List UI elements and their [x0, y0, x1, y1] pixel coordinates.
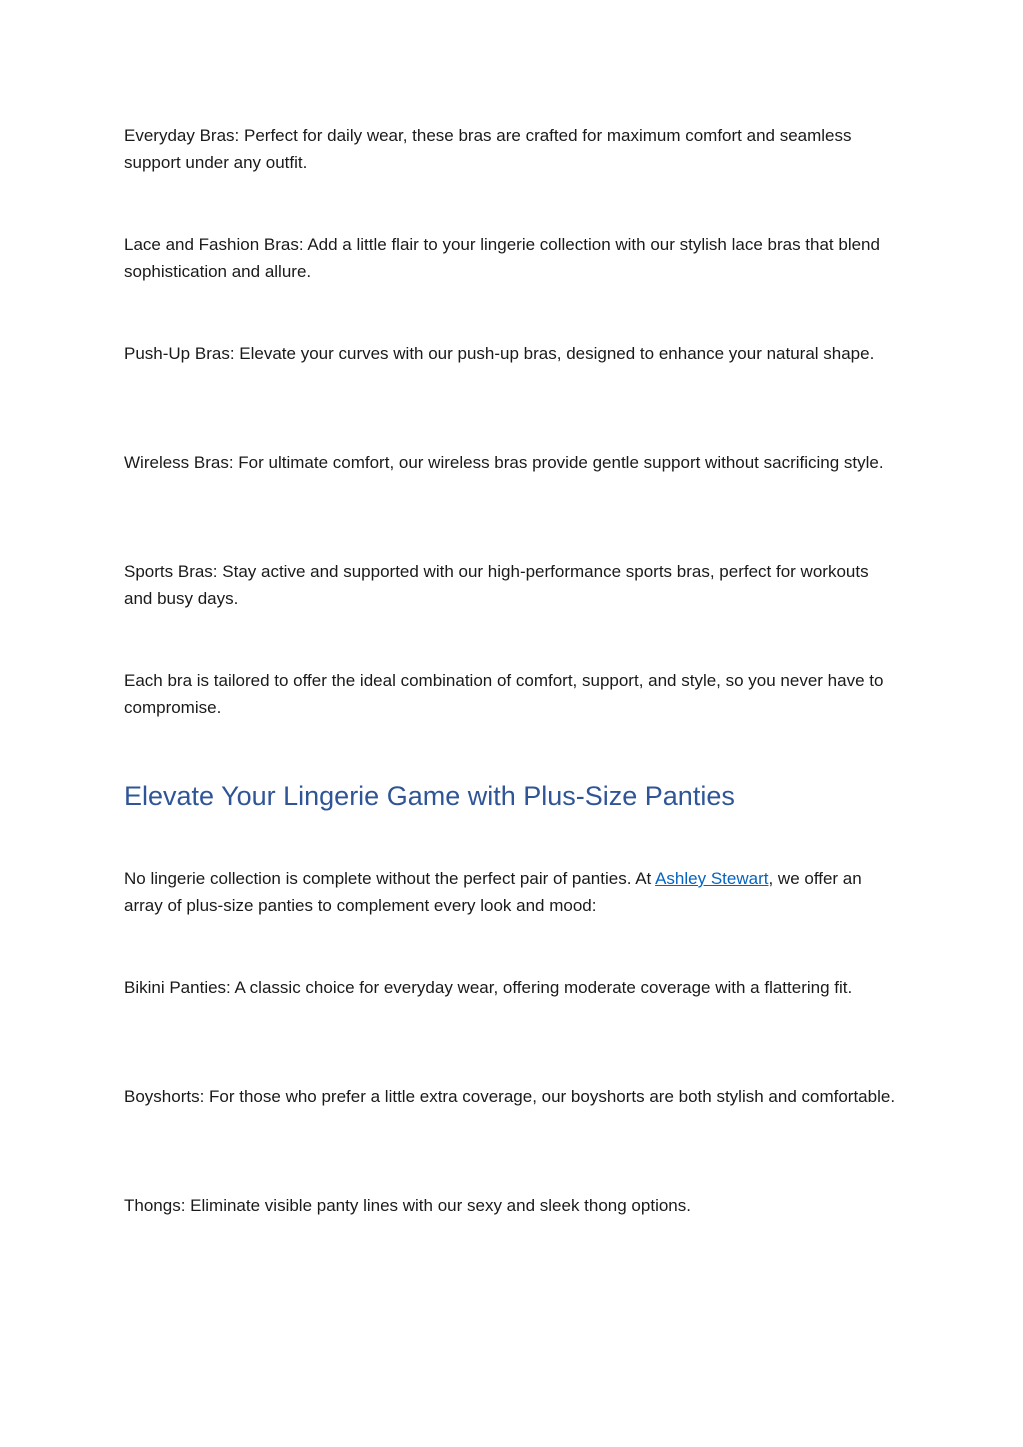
ashley-stewart-link[interactable]: Ashley Stewart — [655, 869, 769, 888]
paragraph-boyshorts: Boyshorts: For those who prefer a little extra coverage, our boyshorts are both stylish and comfortable. — [124, 1087, 896, 1106]
section-heading-panties: Elevate Your Lingerie Game with Plus-Size Panties — [124, 781, 735, 811]
intro-text-after-link: , we offer an array of plus-size panties to complement every look and mood: — [124, 869, 862, 915]
paragraph-lace-fashion-bras: Lace and Fashion Bras: Add a little flair to your lingerie collection with our stylish lace bras that blend sophistication and allure. — [124, 235, 880, 281]
paragraph-bikini-panties: Bikini Panties: A classic choice for everyday wear, offering moderate coverage with a flattering fit. — [124, 978, 853, 997]
paragraph-push-up-bras: Push-Up Bras: Elevate your curves with our push-up bras, designed to enhance your natural shape. — [124, 344, 875, 363]
paragraph-wireless-bras: Wireless Bras: For ultimate comfort, our wireless bras provide gentle support without sacrificing style. — [124, 453, 884, 472]
intro-text-before-link: No lingerie collection is complete without the perfect pair of panties. At — [124, 869, 656, 888]
paragraph-thongs: Thongs: Eliminate visible panty lines with our sexy and sleek thong options. — [124, 1196, 691, 1215]
paragraph-sports-bras: Sports Bras: Stay active and supported with our high-performance sports bras, perfect for workouts and busy days. — [124, 562, 869, 608]
paragraph-panties-intro — [124, 865, 899, 919]
paragraph-each-bra-summary: Each bra is tailored to offer the ideal combination of comfort, support, and style, so you never have to compromise. — [124, 671, 884, 717]
paragraph-everyday-bras: Everyday Bras: Perfect for daily wear, these bras are crafted for maximum comfort and seamless support under any outfit. — [124, 126, 852, 172]
